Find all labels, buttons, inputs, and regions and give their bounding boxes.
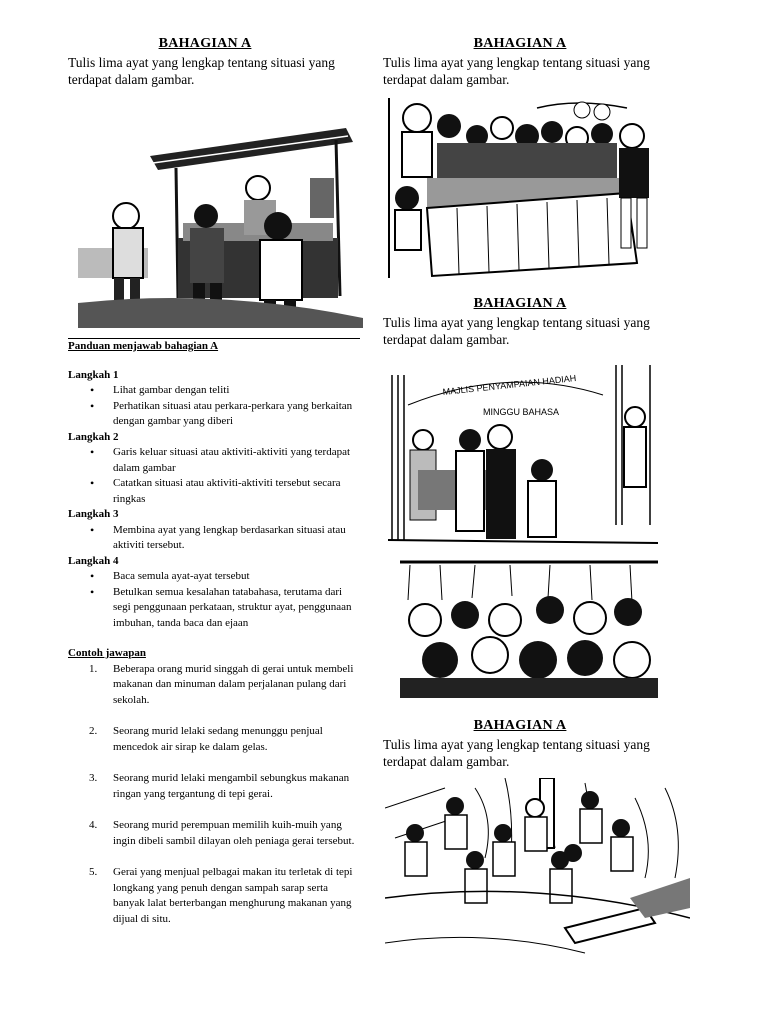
banner-text-line-1: MAJLIS PENYAMPAIAN HADIAH bbox=[442, 373, 577, 397]
section-title-3: BAHAGIAN A bbox=[473, 296, 567, 311]
step-heading-3: Langkah 3 bbox=[68, 508, 119, 520]
example-answer-item bbox=[89, 818, 360, 849]
step-heading-2: Langkah 2 bbox=[68, 430, 119, 443]
step-2-bullet-2: • Catatkan situasi atau aktiviti-aktiviti tersebut secara ringkas bbox=[113, 476, 360, 507]
step-4-bullet-2: • Betulkan semua kesalahan tatabahasa, terutama dari segi penggunaan perkataan, struktur ayat, penggunaan imbuhan, tanda baca dan ejaan bbox=[113, 585, 360, 632]
banner-text-line-2: MINGGU BAHASA bbox=[483, 407, 560, 417]
step-4-bullet-1: • Baca semula ayat-ayat tersebut bbox=[113, 569, 360, 585]
section-title-2: BAHAGIAN A bbox=[473, 36, 567, 51]
step-1-bullet-1: • Lihat gambar dengan teliti bbox=[113, 383, 360, 399]
example-text: Seorang murid lelaki mengambil sebungkus makanan ringan yang tergantung di tepi gerai. bbox=[113, 772, 350, 800]
example-answer-item bbox=[89, 724, 360, 755]
example-number: 4. bbox=[89, 819, 98, 831]
answer-guide bbox=[68, 338, 360, 943]
example-number: 5. bbox=[89, 866, 98, 878]
example-number: 3. bbox=[89, 772, 98, 784]
example-text: Seorang murid lelaki sedang menunggu penjual mencedok air sirap ke dalam gelas. bbox=[113, 725, 323, 753]
section-title-1: BAHAGIAN A bbox=[158, 36, 252, 51]
example-text: Gerai yang menjual pelbagai makan itu terletak di tepi longkang yang penuh dengan sampah sarap serta banyak lalat berterbangan menghurung makanan yang dijual di situ. bbox=[113, 866, 353, 925]
step-1-bullet-2: • Perhatikan situasi atau perkara-perkara yang berkaitan dengan gambar yang diberi bbox=[113, 399, 360, 430]
step-3-bullet-1: • Membina ayat yang lengkap berdasarkan situasi atau aktiviti tersebut. bbox=[113, 523, 360, 554]
example-answer-title: Contoh jawapan bbox=[68, 647, 146, 659]
example-number: 2. bbox=[89, 725, 98, 737]
example-text: Beberapa orang murid singgah di gerai untuk membeli makanan dan minuman dalam perjalanan pulang dari sekolah. bbox=[113, 662, 354, 706]
prize-giving-stage-illustration bbox=[388, 365, 658, 555]
section-instruction-2: Tulis lima ayat yang lengkap tentang situasi yang terdapat dalam gambar. bbox=[383, 55, 650, 87]
children-garden-illustration bbox=[385, 778, 690, 968]
step-heading-4: Langkah 4 bbox=[68, 554, 119, 567]
example-number: 1. bbox=[89, 662, 98, 675]
class-party-illustration bbox=[387, 98, 657, 278]
example-text: Seorang murid perempuan memilih kuih-muih yang ingin dibeli sambil dilayan oleh peniaga gerai tersebut. bbox=[113, 819, 355, 847]
food-stall-illustration bbox=[78, 128, 363, 328]
audience-illustration bbox=[400, 560, 658, 698]
example-answer-item bbox=[89, 771, 360, 802]
section-instruction-1: Tulis lima ayat yang lengkap tentang situasi yang terdapat dalam gambar. bbox=[68, 55, 335, 87]
example-answer-item bbox=[89, 662, 360, 709]
example-answer-item bbox=[89, 865, 360, 927]
section-instruction-4: Tulis lima ayat yang lengkap tentang situasi yang terdapat dalam gambar. bbox=[383, 737, 650, 769]
guide-title: Panduan menjawab bahagian A bbox=[68, 338, 360, 355]
section-instruction-3: Tulis lima ayat yang lengkap tentang situasi yang terdapat dalam gambar. bbox=[383, 315, 650, 347]
step-2-bullet-1: • Garis keluar situasi atau aktiviti-aktiviti yang terdapat dalam gambar bbox=[113, 445, 360, 476]
section-title-4: BAHAGIAN A bbox=[473, 718, 567, 733]
step-heading-1: Langkah 1 bbox=[68, 368, 119, 381]
